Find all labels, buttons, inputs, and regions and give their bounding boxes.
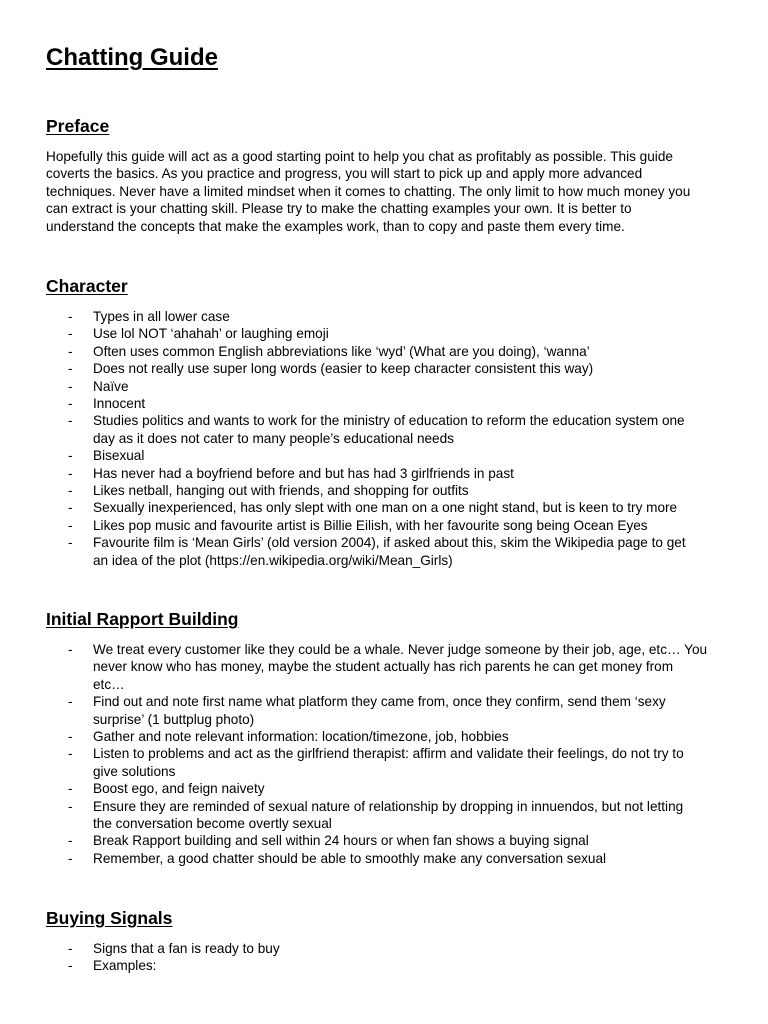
list-item-line: Use lol NOT ‘ahahah’ or laughing emoji [93,326,329,342]
list-item-line: Listen to problems and act as the girlfriend therapist: affirm and validate their feelings, do not try to [93,746,684,762]
list-item [46,745,726,780]
list-item [46,499,726,516]
list-dash: - [68,309,73,324]
paragraph-line: coverts the basics. As you practice and progress, you will start to pick up and apply more advanced [46,166,643,182]
list-item-line: Favourite film is ‘Mean Girls’ (old version 2004), if asked about this, skim the Wikipedia page to get [93,535,686,551]
list-item [46,465,726,482]
list-item [46,780,726,797]
rapport-building-list [46,641,726,867]
list-dash: - [68,958,73,974]
list-item [46,378,726,395]
list-item-line: Types in all lower case [93,309,230,324]
list-item [46,957,726,974]
paragraph-line: understand the concepts that make the examples work, than to copy and paste them every time. [46,218,625,234]
list-item-line: Often uses common English abbreviations like ‘wyd’ (What are you doing), ‘wanna’ [93,343,590,359]
list-item-line: Does not really use super long words (easier to keep character consistent this way) [93,361,594,377]
list-item-line: surprise’ (1 buttplug photo) [93,711,255,727]
list-dash: - [68,483,73,499]
document-title: Chatting Guide [46,44,218,71]
list-item-line: the conversation become overtly sexual [93,816,332,832]
section-heading-initial-rapport-building: Initial Rapport Building [46,609,239,629]
list-dash: - [68,833,73,849]
list-item-line: Innocent [93,396,146,412]
list-dash: - [68,465,73,481]
list-dash: - [68,500,73,516]
paragraph-line: Hopefully this guide will act as a good starting point to help you chat as profitably as possible. This guide [46,149,673,164]
list-item-line: We treat every customer like they could be a whale. Never judge someone by their job, age, etc… You [93,642,708,657]
list-item [46,447,726,464]
list-item-line: give solutions [93,763,176,779]
list-item [46,850,726,867]
list-dash: - [68,729,73,745]
list-dash: - [68,378,73,394]
list-item-line: an idea of the plot (https://en.wikipedia.org/wiki/Mean_Girls) [93,552,453,568]
list-dash: - [68,343,73,359]
list-dash: - [68,746,73,762]
list-item-line: Likes netball, hanging out with friends, and shopping for outfits [93,483,469,499]
list-item-line: Ensure they are reminded of sexual nature of relationship by dropping in innuendos, but not letting [93,798,684,814]
list-item-line: Remember, a good chatter should be able to smoothly make any conversation sexual [93,850,607,866]
list-dash: - [68,850,73,866]
list-item [46,517,726,534]
section-heading-character: Character [46,276,128,296]
list-item [46,412,726,447]
list-dash: - [68,517,73,533]
list-item-line: Likes pop music and favourite artist is Billie Eilish, with her favourite song being Ocean Eyes [93,517,648,533]
list-dash: - [68,361,73,377]
paragraph-line: techniques. Never have a limited mindset when it comes to chatting. The only limit to how much money you [46,183,691,199]
list-item-line: Find out and note first name what platform they came from, once they confirm, send them ‘sexy [93,694,666,710]
list-item [46,343,726,360]
list-item [46,482,726,499]
list-item-line: Examples: [93,958,157,974]
list-item-line: Sexually inexperienced, has only slept with one man on a one night stand, but is keen to try more [93,500,678,516]
list-dash: - [68,448,73,464]
section-heading-buying-signals: Buying Signals [46,908,173,928]
list-item [46,325,726,342]
list-item [46,798,726,833]
list-item [46,360,726,377]
list-item [46,641,726,693]
list-dash: - [68,642,73,657]
list-dash: - [68,941,73,956]
list-item-line: Has never had a boyfriend before and but has had 3 girlfriends in past [93,465,514,481]
list-dash: - [68,535,73,551]
list-dash: - [68,326,73,342]
list-dash: - [68,694,73,710]
list-dash: - [68,798,73,814]
list-item-line: Bisexual [93,448,145,464]
list-dash: - [68,781,73,797]
preface-paragraph [46,148,726,235]
list-item-line: day as it does not cater to many people’s educational needs [93,430,454,446]
list-item [46,395,726,412]
list-item-line: etc… [93,676,125,692]
list-item-line: never know who has money, maybe the student actually has rich parents he can get money from [93,659,674,675]
list-item [46,693,726,728]
list-item [46,534,726,569]
buying-signals-list [46,940,726,975]
list-item-line: Gather and note relevant information: location/timezone, job, hobbies [93,729,509,745]
list-item [46,308,726,325]
paragraph-line: can extract is your chatting skill. Please try to make the chatting examples your own. It is better to [46,201,632,217]
list-item [46,940,726,957]
list-dash: - [68,396,73,412]
list-item-line: Signs that a fan is ready to buy [93,941,280,956]
section-heading-preface: Preface [46,116,110,136]
list-item [46,832,726,849]
list-item-line: Studies politics and wants to work for the ministry of education to reform the education system one [93,413,685,429]
character-traits-list [46,308,726,569]
list-item-line: Naïve [93,378,129,394]
list-item-line: Break Rapport building and sell within 24 hours or when fan shows a buying signal [93,833,589,849]
list-item-line: Boost ego, and feign naivety [93,781,265,797]
list-dash: - [68,413,73,429]
list-item [46,728,726,745]
